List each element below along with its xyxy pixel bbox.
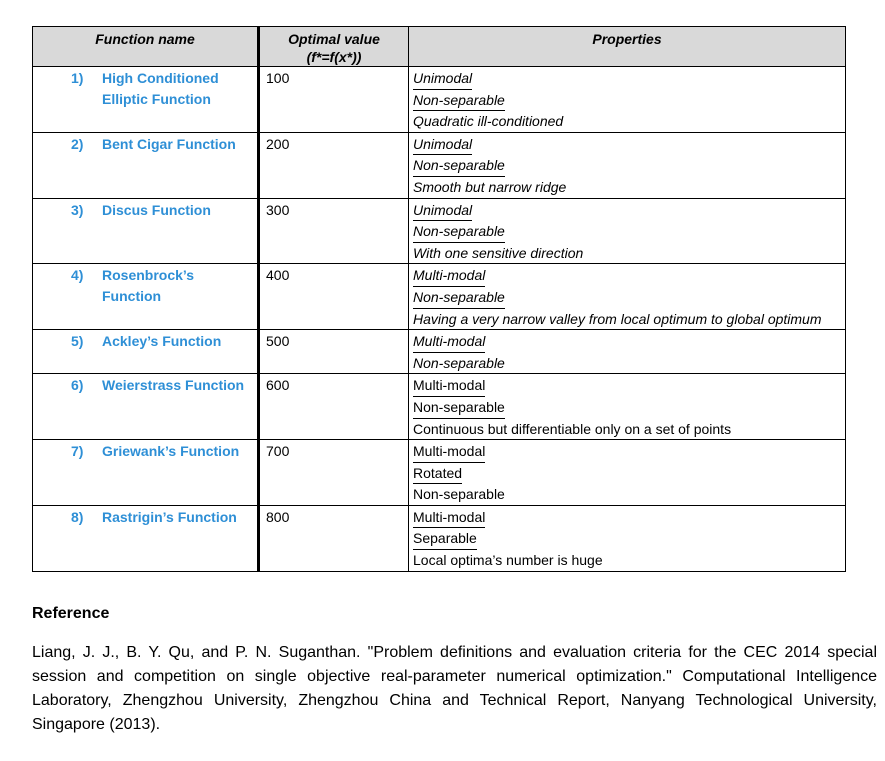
property-item: Non-separable [413,354,505,371]
function-name-cell [33,374,259,440]
function-name-cell [33,330,259,374]
properties-cell [409,505,846,571]
properties-cell [409,440,846,506]
property-item: Non-separable [413,155,505,177]
function-name: Rosenbrock’s Function [102,267,195,304]
table-row [33,132,846,198]
property-item: Separable [413,528,477,550]
optimal-value: 300 [259,198,409,264]
property-item: Having a very narrow valley from local optimum to global optimum [413,310,822,327]
header-optimal-value: Optimal value (f*=f(x*)) [259,27,409,67]
property-item: Unimodal [413,134,472,156]
property-item: With one sensitive direction [413,244,584,261]
function-number: 4) [71,267,84,284]
table-row [33,440,846,506]
properties-cell [409,330,846,374]
table-row [33,198,846,264]
properties-cell [409,198,846,264]
function-number: 1) [71,70,84,86]
table-header-row [33,27,846,67]
properties-cell [409,374,846,440]
property-item: Multi-modal [413,331,485,353]
function-name-cell [33,132,259,198]
property-item: Non-separable [413,287,505,309]
function-number: 8) [71,508,84,525]
optimal-value: 700 [259,440,409,506]
function-name: Weierstrass Function [102,377,245,394]
property-item: Smooth but narrow ridge [413,178,567,195]
properties-cell [409,264,846,330]
function-name: Rastrigin’s Function [102,508,237,525]
function-name: High Conditioned Elliptic Function [102,70,219,107]
property-item: Unimodal [413,200,472,222]
function-name-cell [33,505,259,571]
property-item: Quadratic ill-conditioned [413,113,564,130]
function-number: 7) [71,443,84,460]
function-name-cell [33,198,259,264]
function-name: Discus Function [102,201,211,218]
function-number: 3) [71,201,84,218]
property-item: Multi-modal [413,265,485,287]
property-item: Continuous but differentiable only on a set of points [413,420,732,437]
table-row [33,67,846,133]
function-name: Ackley’s Function [102,333,222,350]
function-number: 6) [71,377,84,394]
table-row [33,330,846,374]
table-row [33,505,846,571]
property-item: Non-separable [413,397,505,419]
function-number: 5) [71,333,84,350]
optimal-value: 200 [259,132,409,198]
property-item: Local optima’s number is huge [413,552,603,569]
function-name-cell [33,440,259,506]
reference-heading: Reference [32,605,110,622]
property-item: Non-separable [413,221,505,243]
property-item: Non-separable [413,90,505,112]
optimal-value: 600 [259,374,409,440]
property-item: Multi-modal [413,375,485,397]
table-row [33,264,846,330]
property-item: Rotated [413,463,462,485]
optimal-value: 100 [259,67,409,133]
property-item: Non-separable [413,486,505,503]
properties-cell [409,132,846,198]
optimal-value: 800 [259,505,409,571]
header-function-name: Function name [33,27,259,67]
property-item: Unimodal [413,68,472,90]
function-name: Bent Cigar Function [102,135,236,152]
function-name-cell [33,67,259,133]
optimal-value: 400 [259,264,409,330]
property-item: Multi-modal [413,441,485,463]
function-name: Griewank’s Function [102,443,240,460]
table-row [33,374,846,440]
function-name-cell [33,264,259,330]
header-properties: Properties [409,27,846,67]
optimal-value: 500 [259,330,409,374]
function-number: 2) [71,135,84,152]
benchmark-functions-table [32,26,846,572]
property-item: Multi-modal [413,507,485,529]
reference-citation: Liang, J. J., B. Y. Qu, and P. N. Suganthan. "Problem definitions and evaluation criteria for the CEC 2014 special session and competition on single objective real-parameter numerical optimization." Computational Intelligence Laboratory, Zhengzhou University, Zhengzhou China and Technical Report, Nanyang Technological University, Singapore (2013). [32,644,877,733]
properties-cell [409,67,846,133]
